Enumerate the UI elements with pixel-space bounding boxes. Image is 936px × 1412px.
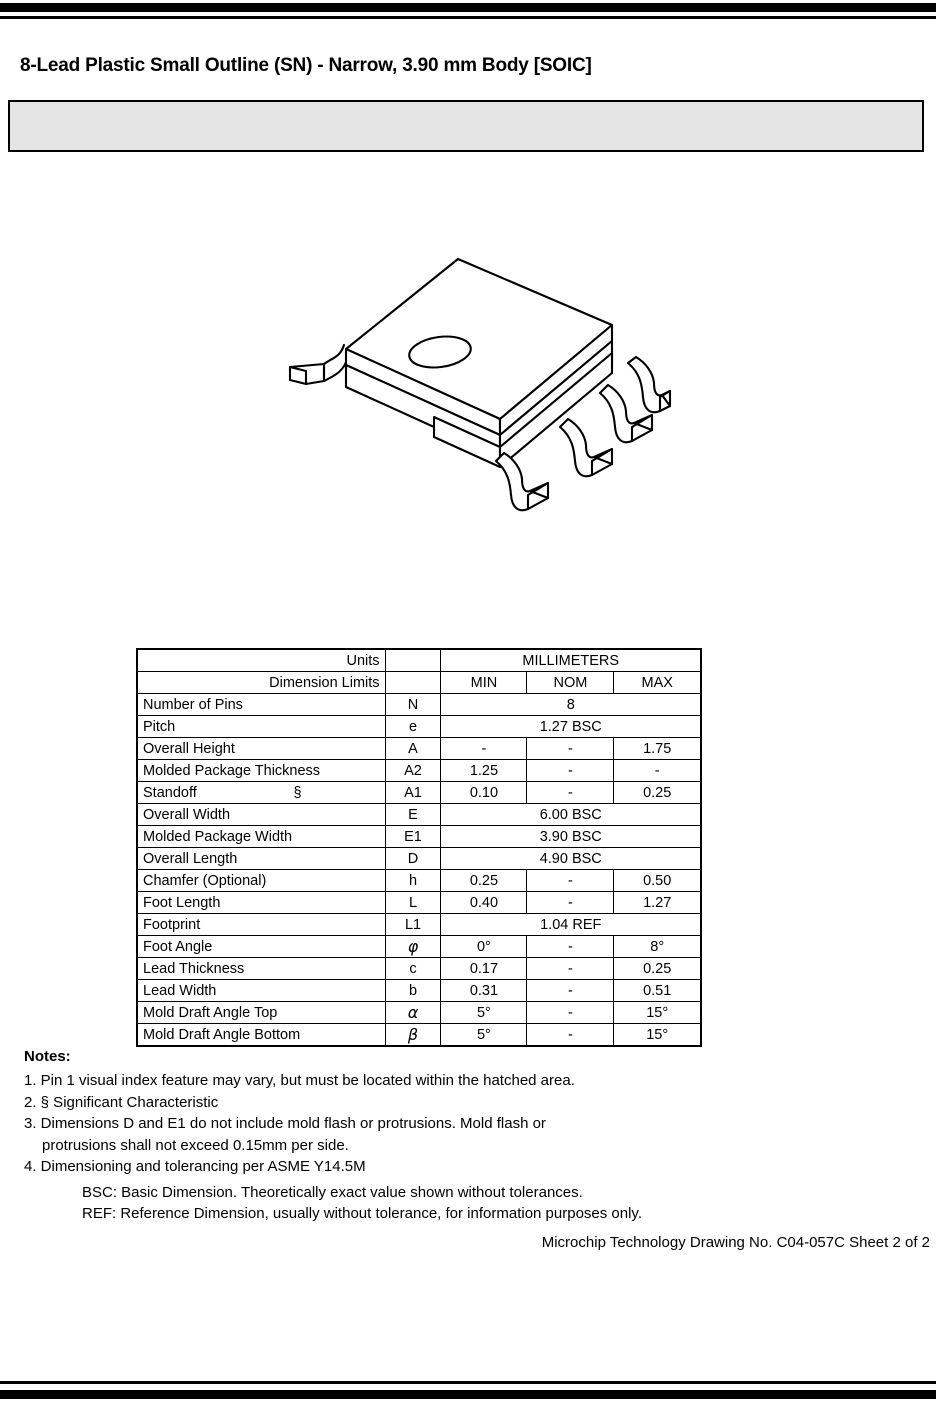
row-description: Overall Length	[137, 848, 385, 870]
header-units-value: MILLIMETERS	[441, 649, 701, 672]
row-description: Mold Draft Angle Top	[137, 1002, 385, 1024]
row-value-nom: -	[527, 958, 614, 980]
header-units-symbol-spacer	[385, 649, 441, 672]
drawing-placeholder-panel	[8, 100, 924, 152]
row-value-nom: -	[527, 1002, 614, 1024]
notes-heading: Notes:	[24, 1048, 71, 1065]
row-description: Molded Package Width	[137, 826, 385, 848]
soic-package-illustration-icon	[262, 245, 672, 515]
row-symbol: A	[385, 738, 441, 760]
table-header-units-row	[137, 649, 701, 672]
row-description: Foot Length	[137, 892, 385, 914]
row-value-nom: -	[527, 738, 614, 760]
notes-list	[24, 1070, 744, 1225]
row-symbol: α	[385, 1002, 441, 1024]
row-value-nom: -	[527, 782, 614, 804]
page-bottom-rule-thin	[0, 1381, 936, 1384]
table-row	[137, 958, 701, 980]
table-row	[137, 694, 701, 716]
page-top-rule-thin	[0, 16, 936, 19]
row-symbol: E	[385, 804, 441, 826]
row-symbol: N	[385, 694, 441, 716]
package-drawing-svg	[262, 245, 672, 515]
row-value-max: 0.50	[614, 870, 701, 892]
note-item-3: 3. Dimensions D and E1 do not include mold flash or protrusions. Mold flash or	[24, 1115, 546, 1132]
row-symbol: h	[385, 870, 441, 892]
row-value-min: 5°	[441, 1002, 527, 1024]
row-span-value: 1.04 REF	[441, 914, 701, 936]
page-title: 8-Lead Plastic Small Outline (SN) - Narrow, 3.90 mm Body [SOIC]	[20, 55, 592, 76]
note-definitions	[24, 1182, 744, 1225]
header-limits-symbol-spacer	[385, 672, 441, 694]
row-value-max: 1.75	[614, 738, 701, 760]
note-item-1: 1. Pin 1 visual index feature may vary, but must be located within the hatched area.	[24, 1072, 575, 1089]
row-description: Molded Package Thickness	[137, 760, 385, 782]
row-value-min: 0.40	[441, 892, 527, 914]
note-item-3-continued: protrusions shall not exceed 0.15mm per side.	[42, 1136, 349, 1154]
row-value-max: 0.25	[614, 782, 701, 804]
table-header-limits-row	[137, 672, 701, 694]
row-value-nom: -	[527, 760, 614, 782]
drawing-reference: Microchip Technology Drawing No. C04-057C Sheet 2 of 2	[541, 1234, 930, 1251]
page-top-rule-thick	[0, 3, 936, 12]
package-lead-front-2	[560, 419, 612, 476]
note-definition-bsc: BSC: Basic Dimension. Theoretically exact value shown without tolerances.	[82, 1183, 583, 1201]
package-lead-front-1	[496, 453, 548, 510]
row-value-min: 1.25	[441, 760, 527, 782]
row-value-min: 0.10	[441, 782, 527, 804]
row-value-nom: -	[527, 936, 614, 958]
table-row	[137, 892, 701, 914]
row-description: Chamfer (Optional)	[137, 870, 385, 892]
row-value-max: 15°	[614, 1002, 701, 1024]
row-description: Overall Width	[137, 804, 385, 826]
package-lead-front-4	[628, 357, 670, 412]
row-value-min: 0.25	[441, 870, 527, 892]
row-value-min: 5°	[441, 1024, 527, 1047]
row-description: Lead Thickness	[137, 958, 385, 980]
note-definition-ref: REF: Reference Dimension, usually without tolerance, for information purposes only.	[82, 1205, 642, 1222]
table-row	[137, 980, 701, 1002]
row-value-max: 0.25	[614, 958, 701, 980]
row-symbol: b	[385, 980, 441, 1002]
table-row	[137, 760, 701, 782]
package-dimension-table	[136, 648, 702, 1047]
row-description: Mold Draft Angle Bottom	[137, 1024, 385, 1047]
row-span-value: 4.90 BSC	[441, 848, 701, 870]
row-span-value: 8	[441, 694, 701, 716]
header-limits-label: Dimension Limits	[137, 672, 385, 694]
table-row	[137, 782, 701, 804]
row-description: Footprint	[137, 914, 385, 936]
row-symbol: c	[385, 958, 441, 980]
row-value-nom: -	[527, 892, 614, 914]
table-row	[137, 826, 701, 848]
row-value-min: 0.17	[441, 958, 527, 980]
table-row	[137, 848, 701, 870]
row-symbol: e	[385, 716, 441, 738]
row-value-max: 15°	[614, 1024, 701, 1047]
row-value-nom: -	[527, 1024, 614, 1047]
column-header-min: MIN	[441, 672, 527, 694]
row-span-value: 3.90 BSC	[441, 826, 701, 848]
page-bottom-rule-thick	[0, 1390, 936, 1399]
package-lead-rear-left	[290, 345, 348, 384]
row-symbol: β	[385, 1024, 441, 1047]
header-units-label: Units	[137, 649, 385, 672]
table-row	[137, 804, 701, 826]
row-value-max: -	[614, 760, 701, 782]
row-description: Pitch	[137, 716, 385, 738]
table-row	[137, 1002, 701, 1024]
row-symbol: A1	[385, 782, 441, 804]
row-value-min: 0°	[441, 936, 527, 958]
row-symbol: φ	[385, 936, 441, 958]
row-symbol: A2	[385, 760, 441, 782]
row-span-value: 6.00 BSC	[441, 804, 701, 826]
table-row	[137, 936, 701, 958]
row-description: Foot Angle	[137, 936, 385, 958]
row-value-min: 0.31	[441, 980, 527, 1002]
row-description: Number of Pins	[137, 694, 385, 716]
row-symbol: L	[385, 892, 441, 914]
row-value-max: 1.27	[614, 892, 701, 914]
note-item-2: 2. § Significant Characteristic	[24, 1093, 219, 1111]
table-row	[137, 914, 701, 936]
dimension-table-body	[137, 649, 701, 1046]
row-value-max: 8°	[614, 936, 701, 958]
row-value-nom: -	[527, 870, 614, 892]
row-value-min: -	[441, 738, 527, 760]
row-symbol: E1	[385, 826, 441, 848]
column-header-nom: NOM	[527, 672, 614, 694]
row-symbol: L1	[385, 914, 441, 936]
row-value-nom: -	[527, 980, 614, 1002]
note-item-4: 4. Dimensioning and tolerancing per ASME Y14.5M	[24, 1158, 366, 1175]
table-row	[137, 738, 701, 760]
row-description: Overall Height	[137, 738, 385, 760]
row-value-max: 0.51	[614, 980, 701, 1002]
significant-characteristic-mark: §	[293, 784, 302, 801]
row-description: Lead Width	[137, 980, 385, 1002]
row-symbol: D	[385, 848, 441, 870]
table-row	[137, 1024, 701, 1047]
row-description: Standoff §	[137, 782, 385, 804]
column-header-max: MAX	[614, 672, 701, 694]
table-row	[137, 716, 701, 738]
table-row	[137, 870, 701, 892]
row-span-value: 1.27 BSC	[441, 716, 701, 738]
